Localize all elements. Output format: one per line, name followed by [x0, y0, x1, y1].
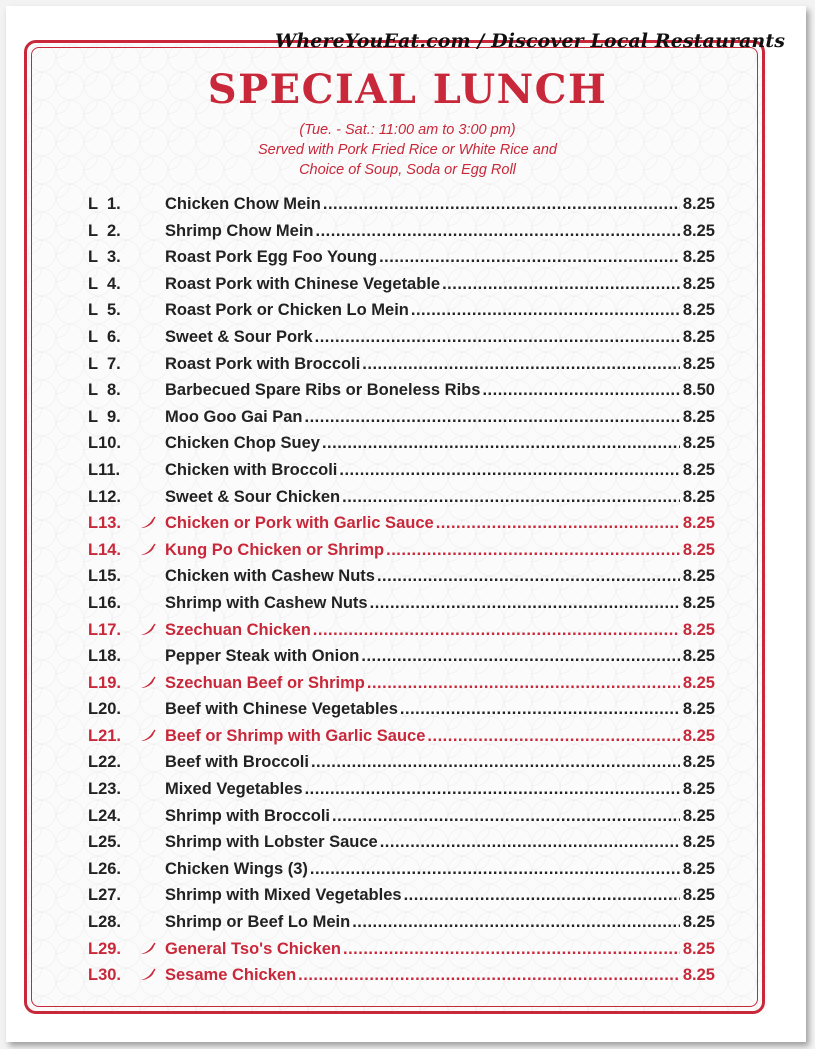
dot-leader: [482, 381, 679, 400]
dot-leader: [352, 913, 680, 932]
menu-item: [88, 674, 715, 701]
item-price: 8.25: [682, 327, 715, 346]
item-code: L 3.: [88, 248, 121, 267]
dot-leader: [332, 807, 680, 826]
menu-item: [88, 886, 715, 913]
item-code: L 5.: [88, 301, 121, 320]
item-price: 8.25: [682, 593, 715, 612]
menu-item: [88, 248, 715, 275]
item-code: L27.: [88, 886, 122, 905]
item-name: General Tso's Chicken: [165, 939, 342, 958]
item-name: Szechuan Chicken: [165, 620, 311, 639]
dot-leader: [377, 567, 680, 586]
menu-item: [88, 913, 715, 940]
dot-leader: [315, 328, 680, 347]
lunch-choice: Choice of Soup, Soda or Egg Roll: [299, 162, 516, 178]
item-code: L16.: [88, 593, 122, 612]
dot-leader: [323, 195, 680, 214]
item-code: L18.: [88, 647, 122, 666]
dot-leader: [370, 594, 680, 613]
item-code: L19.: [88, 673, 122, 692]
dot-leader: [411, 301, 680, 320]
dot-leader: [386, 541, 680, 560]
menu-item: [88, 434, 715, 461]
item-name: Shrimp with Mixed Vegetables: [165, 886, 402, 905]
item-code: L15.: [88, 567, 122, 586]
item-code: L 8.: [88, 381, 121, 400]
menu-item: [88, 807, 715, 834]
item-code: L24.: [88, 806, 122, 825]
dot-leader: [313, 621, 680, 640]
item-price: 8.25: [682, 753, 715, 772]
item-code: L26.: [88, 859, 122, 878]
item-name: Beef with Broccoli: [165, 753, 309, 772]
item-name: Chicken or Pork with Garlic Sauce: [165, 514, 434, 533]
dot-leader: [316, 222, 680, 241]
dot-leader: [305, 780, 680, 799]
item-code: L22.: [88, 753, 122, 772]
item-name: Roast Pork Egg Foo Young: [165, 248, 378, 267]
item-name: Sesame Chicken: [165, 966, 297, 985]
menu-item: [88, 621, 715, 648]
item-price: 8.25: [682, 540, 715, 559]
menu-item: [88, 195, 715, 222]
lunch-info: [0, 120, 815, 180]
dot-leader: [436, 514, 680, 533]
dot-leader: [343, 940, 680, 959]
item-code: L20.: [88, 700, 122, 719]
item-name: Shrimp Chow Mein: [165, 221, 314, 240]
dot-leader: [427, 727, 679, 746]
item-price: 8.25: [682, 407, 715, 426]
item-price: 8.25: [682, 434, 715, 453]
item-code: L 7.: [88, 354, 121, 373]
item-name: Shrimp or Beef Lo Mein: [165, 913, 351, 932]
lunch-served-with: Served with Pork Fried Rice or White Rice and: [258, 142, 557, 158]
menu-item: [88, 222, 715, 249]
item-name: Beef or Shrimp with Garlic Sauce: [165, 726, 426, 745]
menu-item: [88, 355, 715, 382]
item-price: 8.25: [682, 460, 715, 479]
dot-leader: [361, 647, 680, 666]
item-name: Chicken Chop Suey: [165, 434, 320, 453]
dot-leader: [379, 248, 680, 267]
item-name: Pepper Steak with Onion: [165, 647, 360, 666]
watermark: WhereYouEat.com / Discover Local Restaurants: [274, 30, 785, 52]
dot-leader: [311, 753, 680, 772]
item-code: L 9.: [88, 407, 121, 426]
item-name: Shrimp with Broccoli: [165, 806, 331, 825]
dot-leader: [400, 700, 680, 719]
menu-item: [88, 381, 715, 408]
dot-leader: [305, 408, 680, 427]
item-name: Sweet & Sour Chicken: [165, 487, 341, 506]
menu-item: [88, 488, 715, 515]
item-code: L13.: [88, 514, 122, 533]
item-code: L14.: [88, 540, 122, 559]
item-code: L21.: [88, 726, 122, 745]
item-price: 8.25: [682, 221, 715, 240]
menu-item: [88, 727, 715, 754]
item-name: Roast Pork or Chicken Lo Mein: [165, 301, 409, 320]
item-code: L23.: [88, 780, 122, 799]
item-price: 8.25: [682, 248, 715, 267]
dot-leader: [367, 674, 680, 693]
item-price: 8.25: [682, 620, 715, 639]
menu-item: [88, 594, 715, 621]
menu-item: [88, 301, 715, 328]
item-name: Beef with Chinese Vegetables: [165, 700, 398, 719]
menu-item: [88, 860, 715, 887]
item-price: 8.25: [682, 833, 715, 852]
item-name: Moo Goo Gai Pan: [165, 407, 303, 426]
item-code: L 1.: [88, 195, 121, 213]
item-code: L11.: [88, 460, 121, 479]
item-price: 8.25: [682, 966, 715, 985]
item-code: L28.: [88, 913, 122, 932]
menu-item: [88, 753, 715, 780]
item-code: L12.: [88, 487, 122, 506]
dot-leader: [442, 275, 680, 294]
item-name: Kung Po Chicken or Shrimp: [165, 540, 385, 559]
menu-item: [88, 833, 715, 860]
item-price: 8.25: [682, 806, 715, 825]
item-code: L 4.: [88, 274, 121, 293]
menu-list: [88, 195, 715, 993]
dot-leader: [404, 886, 680, 905]
item-code: L25.: [88, 833, 122, 852]
item-code: L17.: [88, 620, 122, 639]
item-name: Shrimp with Cashew Nuts: [165, 593, 368, 612]
item-code: L30.: [88, 966, 122, 985]
item-name: Chicken with Broccoli: [165, 460, 338, 479]
menu-item: [88, 966, 715, 993]
item-price: 8.25: [682, 859, 715, 878]
menu-item: [88, 275, 715, 302]
item-code: L29.: [88, 939, 122, 958]
item-name: Szechuan Beef or Shrimp: [165, 673, 365, 692]
item-name: Chicken Chow Mein: [165, 195, 321, 213]
item-price: 8.25: [682, 567, 715, 586]
item-name: Roast Pork with Chinese Vegetable: [165, 274, 441, 293]
lunch-hours: (Tue. - Sat.: 11:00 am to 3:00 pm): [299, 122, 516, 138]
item-price: 8.25: [682, 673, 715, 692]
item-code: L10.: [88, 434, 122, 453]
item-price: 8.25: [682, 487, 715, 506]
dot-leader: [342, 488, 680, 507]
item-price: 8.25: [682, 647, 715, 666]
item-code: L 2.: [88, 221, 121, 240]
dot-leader: [322, 434, 680, 453]
item-name: Barbecued Spare Ribs or Boneless Ribs: [165, 381, 481, 400]
item-price: 8.25: [682, 780, 715, 799]
menu-item: [88, 514, 715, 541]
item-price: 8.25: [682, 939, 715, 958]
item-price: 8.25: [682, 886, 715, 905]
menu-item: [88, 328, 715, 355]
menu-item: [88, 408, 715, 435]
item-price: 8.50: [682, 381, 715, 400]
item-price: 8.25: [682, 354, 715, 373]
item-price: 8.25: [682, 514, 715, 533]
item-price: 8.25: [682, 274, 715, 293]
item-price: 8.25: [682, 700, 715, 719]
menu-item: [88, 647, 715, 674]
item-name: Sweet & Sour Pork: [165, 327, 313, 346]
dot-leader: [310, 860, 680, 879]
item-name: Mixed Vegetables: [165, 780, 303, 799]
menu-item: [88, 940, 715, 967]
item-name: Chicken Wings (3): [165, 859, 308, 878]
item-price: 8.25: [682, 913, 715, 932]
item-name: Roast Pork with Broccoli: [165, 354, 361, 373]
item-price: 8.25: [682, 726, 715, 745]
menu-item: [88, 700, 715, 727]
dot-leader: [298, 966, 680, 985]
menu-item: [88, 541, 715, 568]
dot-leader: [339, 461, 680, 480]
dot-leader: [362, 355, 680, 374]
menu-item: [88, 461, 715, 488]
item-price: 8.25: [682, 195, 715, 213]
item-name: Shrimp with Lobster Sauce: [165, 833, 378, 852]
menu-item: [88, 780, 715, 807]
page-title: SPECIAL LUNCH: [207, 66, 608, 113]
menu-item: [88, 567, 715, 594]
item-price: 8.25: [682, 301, 715, 320]
item-code: L 6.: [88, 327, 121, 346]
item-name: Chicken with Cashew Nuts: [165, 567, 375, 586]
dot-leader: [380, 833, 680, 852]
